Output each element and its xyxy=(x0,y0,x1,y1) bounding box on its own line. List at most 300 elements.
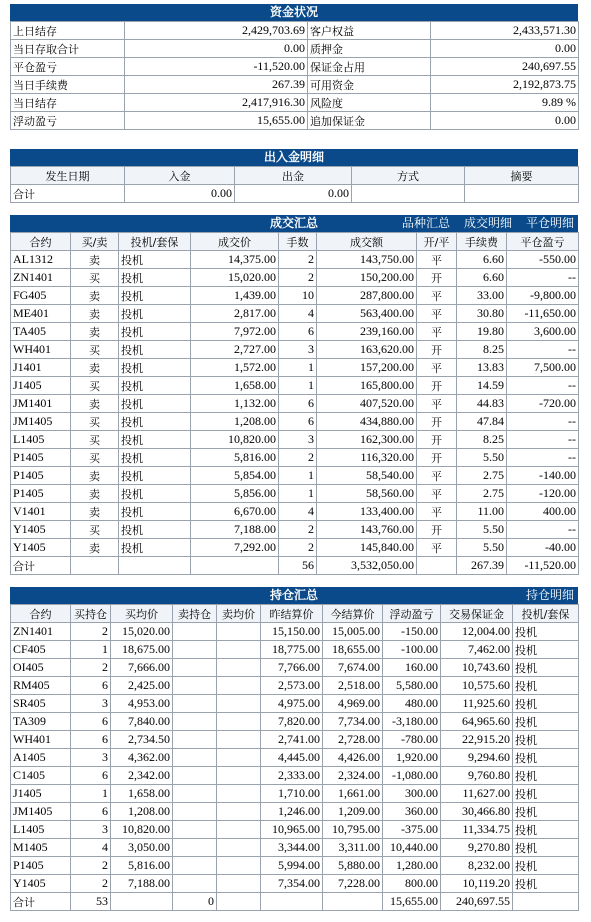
trade-cell: 10,820.00 xyxy=(191,431,279,449)
trades-column-header: 平仓盈亏 xyxy=(507,233,579,251)
trade-cell: 7,972.00 xyxy=(191,323,279,341)
trades-table xyxy=(10,232,579,575)
trade-cell: 平 xyxy=(417,503,457,521)
position-row xyxy=(11,695,579,713)
position-cell: 15,005.00 xyxy=(323,623,383,641)
trade-cell: 1 xyxy=(279,467,317,485)
trade-cell: 5,854.00 xyxy=(191,467,279,485)
position-cell: 8,232.00 xyxy=(441,857,513,875)
account-label: 客户权益 xyxy=(308,22,431,40)
trade-cell: 4 xyxy=(279,305,317,323)
position-cell xyxy=(217,785,261,803)
cashflow-column-header: 方式 xyxy=(352,167,465,185)
trades-total-cell: 合计 xyxy=(11,557,71,575)
trades-column-header: 合约 xyxy=(11,233,71,251)
positions-column-header: 买均价 xyxy=(111,605,173,623)
trade-cell: 投机 xyxy=(119,431,191,449)
trade-cell: 卖 xyxy=(71,467,119,485)
position-cell: 7,674.00 xyxy=(323,659,383,677)
position-cell: 5,816.00 xyxy=(111,857,173,875)
position-cell: 2 xyxy=(71,623,111,641)
position-cell: 2,425.00 xyxy=(111,677,173,695)
position-cell: 3,344.00 xyxy=(261,839,323,857)
trade-row xyxy=(11,413,579,431)
trade-cell: 7,188.00 xyxy=(191,521,279,539)
account-value: 2,417,916.30 xyxy=(125,94,308,112)
trade-cell: 投机 xyxy=(119,305,191,323)
account-value: 267.39 xyxy=(125,76,308,94)
trade-cell: J1401 xyxy=(11,359,71,377)
trade-cell: 1 xyxy=(279,485,317,503)
trade-row xyxy=(11,359,579,377)
trade-cell: 卖 xyxy=(71,287,119,305)
trade-cell: 4 xyxy=(279,503,317,521)
position-cell: -150.00 xyxy=(383,623,441,641)
position-cell: 12,004.00 xyxy=(441,623,513,641)
position-cell: 7,734.00 xyxy=(323,713,383,731)
position-cell: 1,246.00 xyxy=(261,803,323,821)
trade-cell: 卖 xyxy=(71,395,119,413)
account-label: 上日结存 xyxy=(11,22,125,40)
trade-cell: 卖 xyxy=(71,359,119,377)
position-cell: 2,573.00 xyxy=(261,677,323,695)
positions-column-header: 合约 xyxy=(11,605,71,623)
trades-title: 成交汇总 xyxy=(269,216,318,230)
trades-total-cell: 267.39 xyxy=(457,557,507,575)
position-cell: 10,119.20 xyxy=(441,875,513,893)
position-cell xyxy=(217,875,261,893)
position-cell: WH401 xyxy=(11,731,71,749)
position-cell: 6 xyxy=(71,767,111,785)
position-row xyxy=(11,749,579,767)
trade-cell: 卖 xyxy=(71,305,119,323)
position-cell: 投机 xyxy=(513,677,579,695)
cashflow-title: 出入金明细 xyxy=(263,150,324,164)
position-cell: TA309 xyxy=(11,713,71,731)
position-cell: 22,915.20 xyxy=(441,731,513,749)
trade-cell: 开 xyxy=(417,341,457,359)
trades-total-cell xyxy=(191,557,279,575)
trade-cell: 平 xyxy=(417,305,457,323)
trade-cell: Y1405 xyxy=(11,539,71,557)
positions-total-cell xyxy=(513,893,579,911)
position-cell: 投机 xyxy=(513,839,579,857)
position-row xyxy=(11,857,579,875)
trade-cell: 2 xyxy=(279,251,317,269)
position-cell xyxy=(173,695,217,713)
cashflow-total-cell xyxy=(352,185,465,203)
trade-cell: 8.25 xyxy=(457,341,507,359)
cashflow-column-header: 摘要 xyxy=(465,167,579,185)
account-label: 当日手续费 xyxy=(11,76,125,94)
trade-cell: 563,400.00 xyxy=(317,305,417,323)
position-cell: 投机 xyxy=(513,659,579,677)
positions-column-header: 投机/套保 xyxy=(513,605,579,623)
trade-cell: 6.60 xyxy=(457,251,507,269)
trade-cell: 投机 xyxy=(119,359,191,377)
account-label: 质押金 xyxy=(308,40,431,58)
trade-cell: -- xyxy=(507,269,579,287)
trade-cell: 47.84 xyxy=(457,413,507,431)
trade-cell: 2 xyxy=(279,521,317,539)
trades-total-cell xyxy=(119,557,191,575)
account-row xyxy=(11,22,579,40)
trades-total-cell: 3,532,050.00 xyxy=(317,557,417,575)
position-cell: JM1405 xyxy=(11,803,71,821)
positions-column-header: 今结算价 xyxy=(323,605,383,623)
position-cell: C1405 xyxy=(11,767,71,785)
positions-total-cell xyxy=(261,893,323,911)
position-cell: 160.00 xyxy=(383,659,441,677)
position-cell: 11,627.00 xyxy=(441,785,513,803)
position-cell xyxy=(173,785,217,803)
position-cell: 2 xyxy=(71,659,111,677)
header-link[interactable]: 持仓明细 xyxy=(525,588,574,602)
account-row xyxy=(11,112,579,130)
position-cell xyxy=(217,731,261,749)
trade-cell: J1405 xyxy=(11,377,71,395)
trade-cell: 投机 xyxy=(119,287,191,305)
position-cell xyxy=(217,821,261,839)
trade-cell: 投机 xyxy=(119,341,191,359)
position-cell: 9,760.80 xyxy=(441,767,513,785)
position-cell: 4,426.00 xyxy=(323,749,383,767)
position-cell: A1405 xyxy=(11,749,71,767)
trades-column-header: 买/卖 xyxy=(71,233,119,251)
position-row xyxy=(11,803,579,821)
position-cell: 10,575.60 xyxy=(441,677,513,695)
header-link[interactable]: 成交明细 xyxy=(463,216,512,230)
position-cell: 投机 xyxy=(513,857,579,875)
position-cell: 6 xyxy=(71,713,111,731)
position-cell: 3 xyxy=(71,749,111,767)
trade-cell: 买 xyxy=(71,413,119,431)
trade-cell: WH401 xyxy=(11,341,71,359)
trade-row xyxy=(11,467,579,485)
trade-cell: 5.50 xyxy=(457,539,507,557)
position-cell: 7,462.00 xyxy=(441,641,513,659)
trade-cell: 145,840.00 xyxy=(317,539,417,557)
position-cell xyxy=(173,713,217,731)
position-cell: 360.00 xyxy=(383,803,441,821)
trade-row xyxy=(11,485,579,503)
trade-cell: AL1312 xyxy=(11,251,71,269)
position-cell: 投机 xyxy=(513,641,579,659)
account-value: 0.00 xyxy=(431,40,579,58)
trade-cell: 开 xyxy=(417,269,457,287)
trades-total-cell xyxy=(417,557,457,575)
position-cell: M1405 xyxy=(11,839,71,857)
trade-cell: 平 xyxy=(417,395,457,413)
trade-cell: -40.00 xyxy=(507,539,579,557)
position-cell xyxy=(217,803,261,821)
trade-cell: TA405 xyxy=(11,323,71,341)
account-label: 当日结存 xyxy=(11,94,125,112)
cashflow-table xyxy=(10,166,579,203)
positions-column-header: 买持仓 xyxy=(71,605,111,623)
position-cell: 2,728.00 xyxy=(323,731,383,749)
trades-column-header: 成交价 xyxy=(191,233,279,251)
trade-cell: 239,160.00 xyxy=(317,323,417,341)
trade-cell: 1,572.00 xyxy=(191,359,279,377)
position-cell: 投机 xyxy=(513,731,579,749)
trade-row xyxy=(11,395,579,413)
position-cell: 4,445.00 xyxy=(261,749,323,767)
trade-cell: -- xyxy=(507,341,579,359)
position-row xyxy=(11,875,579,893)
account-value: 0.00 xyxy=(125,40,308,58)
trade-row xyxy=(11,521,579,539)
trades-column-header: 开/平 xyxy=(417,233,457,251)
cashflow-total-cell: 0.00 xyxy=(235,185,352,203)
trade-cell: 6,670.00 xyxy=(191,503,279,521)
positions-total-cell xyxy=(111,893,173,911)
cashflow-panel xyxy=(10,149,578,203)
trade-cell: 116,320.00 xyxy=(317,449,417,467)
trade-cell: 407,520.00 xyxy=(317,395,417,413)
trade-cell: 卖 xyxy=(71,485,119,503)
positions-total-cell: 合计 xyxy=(11,893,71,911)
trade-cell: 157,200.00 xyxy=(317,359,417,377)
position-row xyxy=(11,659,579,677)
position-cell: 1,710.00 xyxy=(261,785,323,803)
trades-column-header: 成交额 xyxy=(317,233,417,251)
trade-cell: 投机 xyxy=(119,467,191,485)
trade-cell: 平 xyxy=(417,467,457,485)
trades-total-cell: -11,520.00 xyxy=(507,557,579,575)
position-cell xyxy=(173,803,217,821)
trade-cell: 6 xyxy=(279,395,317,413)
trade-cell: 投机 xyxy=(119,395,191,413)
trades-column-header: 手数 xyxy=(279,233,317,251)
position-cell: 15,150.00 xyxy=(261,623,323,641)
account-label: 当日存取合计 xyxy=(11,40,125,58)
position-cell xyxy=(217,623,261,641)
position-cell: 11,334.75 xyxy=(441,821,513,839)
position-cell: 1,208.00 xyxy=(111,803,173,821)
position-cell: 1,280.00 xyxy=(383,857,441,875)
trade-cell: 平 xyxy=(417,251,457,269)
position-cell xyxy=(173,875,217,893)
position-cell: 9,294.60 xyxy=(441,749,513,767)
position-cell: 投机 xyxy=(513,767,579,785)
trade-cell: 13.83 xyxy=(457,359,507,377)
position-cell: P1405 xyxy=(11,857,71,875)
position-cell: 7,840.00 xyxy=(111,713,173,731)
trade-cell: 287,800.00 xyxy=(317,287,417,305)
position-row xyxy=(11,731,579,749)
position-cell: 投机 xyxy=(513,803,579,821)
trade-cell: 150,200.00 xyxy=(317,269,417,287)
position-row xyxy=(11,785,579,803)
trades-header xyxy=(10,215,578,232)
positions-total-cell xyxy=(217,893,261,911)
trade-cell: -- xyxy=(507,431,579,449)
trade-cell: 1,658.00 xyxy=(191,377,279,395)
position-row xyxy=(11,821,579,839)
position-cell xyxy=(217,839,261,857)
trade-cell: L1405 xyxy=(11,431,71,449)
trade-cell: 14.59 xyxy=(457,377,507,395)
position-cell: 18,675.00 xyxy=(111,641,173,659)
trades-links xyxy=(388,215,574,232)
position-cell: -780.00 xyxy=(383,731,441,749)
trade-cell: 163,620.00 xyxy=(317,341,417,359)
position-cell: 15,020.00 xyxy=(111,623,173,641)
positions-panel xyxy=(10,587,578,911)
trade-cell: 400.00 xyxy=(507,503,579,521)
trade-cell: 6 xyxy=(279,413,317,431)
trade-cell: P1405 xyxy=(11,485,71,503)
trade-cell: 1,208.00 xyxy=(191,413,279,431)
trade-cell: 3 xyxy=(279,341,317,359)
position-cell: 4,953.00 xyxy=(111,695,173,713)
trades-total-cell: 56 xyxy=(279,557,317,575)
positions-column-header: 卖持仓 xyxy=(173,605,217,623)
position-cell: ZN1401 xyxy=(11,623,71,641)
trade-cell: 2 xyxy=(279,539,317,557)
trade-cell: JM1401 xyxy=(11,395,71,413)
position-cell: 11,925.60 xyxy=(441,695,513,713)
trade-cell: 7,500.00 xyxy=(507,359,579,377)
positions-header xyxy=(10,587,578,604)
position-cell: 10,440.00 xyxy=(383,839,441,857)
position-cell: 10,795.00 xyxy=(323,821,383,839)
positions-title: 持仓汇总 xyxy=(269,588,318,602)
position-row xyxy=(11,641,579,659)
trade-cell: 2.75 xyxy=(457,467,507,485)
trade-row xyxy=(11,377,579,395)
account-label: 可用资金 xyxy=(308,76,431,94)
trade-cell: 投机 xyxy=(119,539,191,557)
positions-column-header: 交易保证金 xyxy=(441,605,513,623)
cashflow-column-header: 出金 xyxy=(235,167,352,185)
trade-row xyxy=(11,251,579,269)
account-row xyxy=(11,94,579,112)
position-cell: 3 xyxy=(71,695,111,713)
position-cell: 7,820.00 xyxy=(261,713,323,731)
account-value: 9.89 % xyxy=(431,94,579,112)
trade-row xyxy=(11,539,579,557)
trade-cell: ZN1401 xyxy=(11,269,71,287)
trade-cell: 2.75 xyxy=(457,485,507,503)
position-cell: 64,965.60 xyxy=(441,713,513,731)
trade-cell: 买 xyxy=(71,521,119,539)
trade-cell: 1 xyxy=(279,359,317,377)
trade-cell: V1401 xyxy=(11,503,71,521)
trade-cell: 卖 xyxy=(71,539,119,557)
header-link[interactable]: 品种汇总 xyxy=(401,216,450,230)
trade-cell: 卖 xyxy=(71,323,119,341)
position-cell: 1,209.00 xyxy=(323,803,383,821)
position-cell: 18,655.00 xyxy=(323,641,383,659)
trade-cell: 6.60 xyxy=(457,269,507,287)
position-cell: 4,969.00 xyxy=(323,695,383,713)
account-label: 追加保证金 xyxy=(308,112,431,130)
positions-total-cell: 53 xyxy=(71,893,111,911)
trade-cell: 5.50 xyxy=(457,449,507,467)
trade-cell: 开 xyxy=(417,413,457,431)
trade-cell: 平 xyxy=(417,485,457,503)
position-cell: 1,920.00 xyxy=(383,749,441,767)
trade-cell: -9,800.00 xyxy=(507,287,579,305)
trade-row xyxy=(11,287,579,305)
trade-cell: 买 xyxy=(71,431,119,449)
trade-cell: 买 xyxy=(71,377,119,395)
trade-cell: 33.00 xyxy=(457,287,507,305)
position-cell: 投机 xyxy=(513,713,579,731)
cashflow-total-cell xyxy=(465,185,579,203)
position-row xyxy=(11,713,579,731)
trade-cell: 投机 xyxy=(119,503,191,521)
account-value: 0.00 xyxy=(431,112,579,130)
positions-total-cell xyxy=(323,893,383,911)
position-row xyxy=(11,767,579,785)
account-value: 2,433,571.30 xyxy=(431,22,579,40)
position-cell: 2,324.00 xyxy=(323,767,383,785)
cashflow-total-cell: 合计 xyxy=(11,185,125,203)
position-cell: L1405 xyxy=(11,821,71,839)
account-value: 2,192,873.75 xyxy=(431,76,579,94)
trade-cell: -550.00 xyxy=(507,251,579,269)
trade-cell: P1405 xyxy=(11,467,71,485)
positions-links xyxy=(512,587,574,604)
positions-column-header: 浮动盈亏 xyxy=(383,605,441,623)
account-summary-header xyxy=(10,4,578,21)
cashflow-total-cell: 0.00 xyxy=(125,185,235,203)
position-cell: 7,666.00 xyxy=(111,659,173,677)
position-cell: -100.00 xyxy=(383,641,441,659)
position-cell: -1,080.00 xyxy=(383,767,441,785)
cashflow-column-header: 入金 xyxy=(125,167,235,185)
position-row xyxy=(11,677,579,695)
position-cell: 2,333.00 xyxy=(261,767,323,785)
trade-cell: 58,560.00 xyxy=(317,485,417,503)
position-cell xyxy=(217,857,261,875)
trade-row xyxy=(11,503,579,521)
position-cell: 18,775.00 xyxy=(261,641,323,659)
position-cell xyxy=(173,821,217,839)
position-cell xyxy=(173,767,217,785)
position-cell: CF405 xyxy=(11,641,71,659)
trade-cell: 5.50 xyxy=(457,521,507,539)
position-cell: -3,180.00 xyxy=(383,713,441,731)
position-cell xyxy=(217,767,261,785)
positions-column-header: 昨结算价 xyxy=(261,605,323,623)
position-cell xyxy=(173,677,217,695)
position-cell: 1,658.00 xyxy=(111,785,173,803)
position-cell xyxy=(173,731,217,749)
position-cell: 2 xyxy=(71,875,111,893)
trade-cell: 卖 xyxy=(71,503,119,521)
position-cell: 2,734.50 xyxy=(111,731,173,749)
trade-row xyxy=(11,305,579,323)
trade-cell: 开 xyxy=(417,431,457,449)
trade-cell: 19.80 xyxy=(457,323,507,341)
trade-cell: 卖 xyxy=(71,251,119,269)
account-label: 平仓盈亏 xyxy=(11,58,125,76)
position-cell: 3,311.00 xyxy=(323,839,383,857)
position-cell: 投机 xyxy=(513,623,579,641)
trade-cell: ME401 xyxy=(11,305,71,323)
header-link[interactable]: 平仓明细 xyxy=(525,216,574,230)
trade-cell: 开 xyxy=(417,377,457,395)
trade-cell: -720.00 xyxy=(507,395,579,413)
trade-cell: 1,439.00 xyxy=(191,287,279,305)
position-cell xyxy=(173,623,217,641)
trades-total-row xyxy=(11,557,579,575)
trade-row xyxy=(11,341,579,359)
